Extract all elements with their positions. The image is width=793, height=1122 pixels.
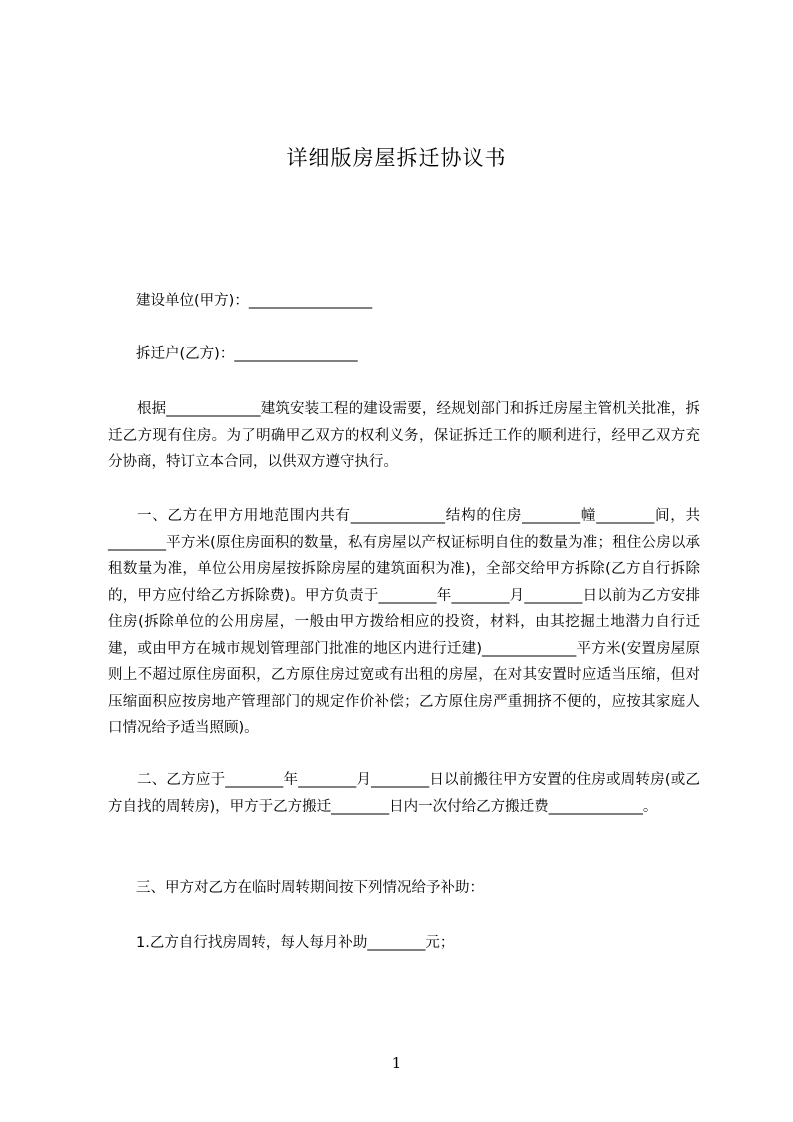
clause-2-paragraph: 二、乙方应于________年________月________日以前搬往甲方安置的住房或周转房(或乙方自找的周转房)，甲方于乙方搬迁________日内一次付给乙方搬迁费_____________。: [108, 772, 700, 815]
clause-3-item-1: 1.乙方自行找房周转，每人每月补助________元；: [136, 935, 455, 951]
page-number: 1: [391, 1054, 402, 1072]
clause-3-heading: 三、甲方对乙方在临时周转期间按下列情况给予补助：: [136, 880, 484, 896]
preamble-paragraph: 根据_____________建筑安装工程的建设需要，经规划部门和拆迁房屋主管机关批准，拆迁乙方现有住房。为了明确甲乙双方的权利义务，保证拆迁工作的顺利进行，经甲乙双方充分协商，特订立本合同，以供双方遵守执行。: [108, 401, 700, 470]
party-a-line: 建设单位(甲方)：_________________: [136, 293, 373, 309]
party-b-line: 拆迁户(乙方)：_________________: [136, 346, 358, 362]
clause-1-paragraph: 一、乙方在甲方用地范围内共有_____________结构的住房________幢________间，共________平方米(原住房面积的数量，私有房屋以产权证标明自住的数量为准；租住公房以承租数量为准，单位公用房屋按拆除房屋的建筑面积为准)，全部交给甲方拆除(乙方自行拆除的，甲方应付给乙方拆除费)。甲方负责于________年________月________日以前为乙方安排住房(拆除单位的公用房屋，一般由甲方拨给相应的投资，材料，由其挖掘土地潜力自行迁建，或由甲方在城市规划管理部门批准的地区内进行迁建)_____________平方米(安置房屋原则上不超过原住房面积，乙方原住房过宽或有出租的房屋，在对其安置时应适当压缩，但对压缩面积应按房地产管理部门的规定作价补偿；乙方原住房严重拥挤不便的，应按其家庭人口情况给予适当照顾)。: [108, 508, 700, 736]
document-title: 详细版房屋拆迁协议书: [286, 146, 507, 170]
